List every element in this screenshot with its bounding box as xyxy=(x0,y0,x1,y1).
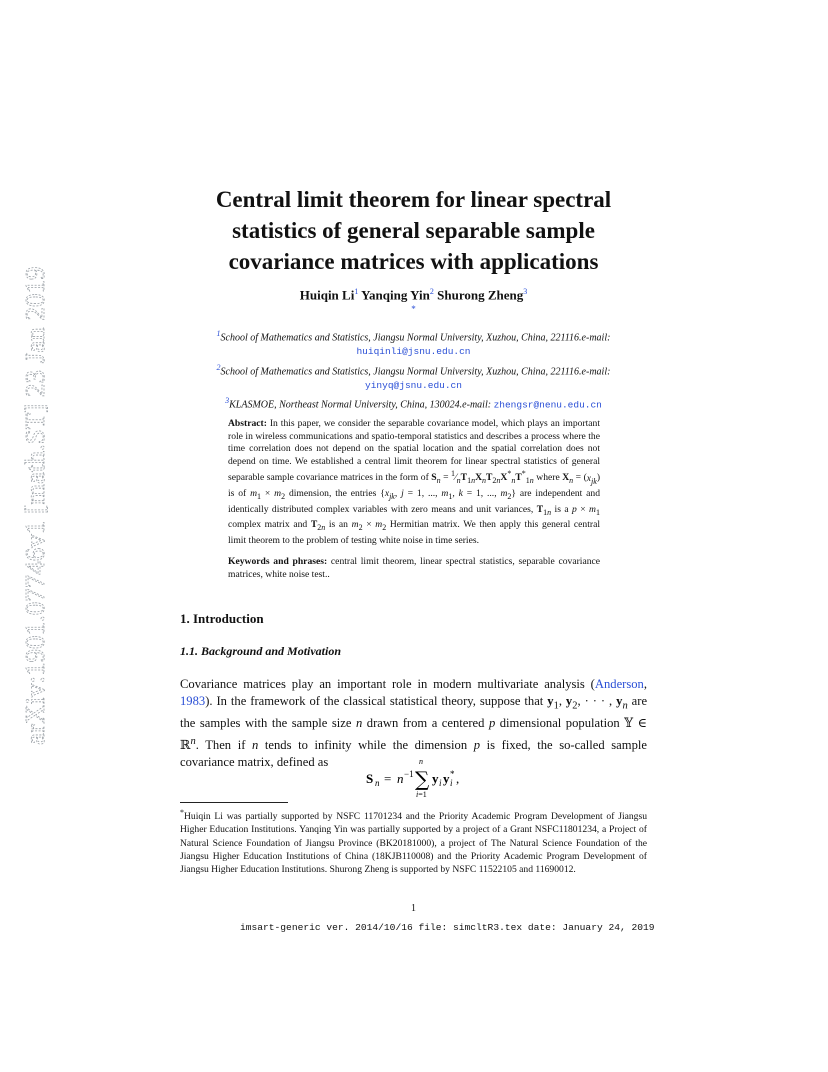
sample-covariance-equation xyxy=(366,757,476,805)
body-text: , xyxy=(643,677,647,691)
author-name: Shurong Zheng xyxy=(437,287,524,303)
affiliation-mark: 2 xyxy=(216,363,221,372)
email-link[interactable]: zhengsr@nenu.edu.cn xyxy=(493,399,602,411)
svg-text:i=1: i=1 xyxy=(416,790,427,799)
abstract-text: Hermitian matrix. We then apply this general central limit theorem to the problem of testing white noise in time series. xyxy=(228,519,600,546)
author-list xyxy=(180,287,647,303)
email-link[interactable]: yinyq@jsnu.edu.cn xyxy=(365,380,462,392)
abstract-text: complex matrix and xyxy=(228,519,308,531)
affiliation-mark: 1 xyxy=(216,329,221,338)
author-name: Yanqing Yin xyxy=(361,287,430,303)
svg-text:n: n xyxy=(375,778,380,788)
svg-text:S: S xyxy=(366,771,374,786)
affiliation-1 xyxy=(180,327,647,359)
svg-text:=: = xyxy=(384,771,392,786)
abstract-text: is a xyxy=(554,503,569,515)
svg-text:i: i xyxy=(450,778,453,788)
footnote-text: Huiqin Li was partially supported by NSFC 11701234 and the Priority Academic Program Development of Jiangsu Higher Education Institutions. Yanqing Yin was partially supported by a project of a Grant NSFC11801234, a Project of Natural Science Foundation of Jiangsu Province (BK20181000), a project of The Natural Science Foundation of the Jiangsu Higher Education Institutions of China (18KJB110008) and the Priority Academic Program Development of Jiangsu Higher Education Institutions. Shurong Zheng is supported by NSFC 11522105 and 11690012. xyxy=(180,811,647,875)
abstract: Abstract: In this paper, we consider the separable covariance model, which plays an important role in wireless communications and spatio-temporal statistics and describes a process where the time correlation does not depend on the spatial location and the spatial correlation does not depend on time. We established a central limit theorem for linear spectral statistics of general separable sample covariance matrices in the form of $S_n$ = $^1⁄_nT_{1n}X_nT_{2n}X^*_nT^*_{1n}$ where $X_n = (x_{jk})$ is of $m_1 \times m_2$ dimension, the entries {$x_{jk}$, j = 1, ..., $m_1$, k = 1, ..., $m_2$} are independent and identically distributed complex variables with zero means and unit variances, $T_{1n}$ is a $p \times m_1$ complex matrix and $T_{2n}$ is an $m_2 \times m_2$ Hermitian matrix. We then apply this general central limit theorem to the problem of testing white noise in time series. xyxy=(228,418,601,546)
intro-paragraph: Covariance matrices play an important role in modern multivariate analysis (Anderson, 1983). In the framework of the classical statistical theory, suppose that $y_1$, $y_2$, · · · , $y_n$ are the samples with the sample size n drawn from a centered p dimensional population 𝕐 ∈ ℝ$^n$. Then if n tends to infinity while the dimension p is fixed, the so-called sample covariance matrix, defined as xyxy=(180,677,648,770)
svg-text:,: , xyxy=(456,771,460,786)
running-footer: imsart-generic ver. 2014/10/16 file: simcltR3.tex date: January 24, 2019 xyxy=(240,922,655,933)
keywords-label: Keywords and phrases: xyxy=(228,556,328,567)
abstract-text: where xyxy=(536,472,560,484)
body-text: dimensional population xyxy=(499,716,620,731)
abstract-text: is an xyxy=(328,519,348,531)
svg-text:*: * xyxy=(450,769,455,779)
body-text: . Then if xyxy=(195,737,246,752)
svg-text:n: n xyxy=(397,771,404,786)
svg-text:y: y xyxy=(443,771,450,786)
svg-text:−1: −1 xyxy=(404,769,414,779)
paper-title xyxy=(180,184,647,277)
affiliation-text: KLASMOE, Northeast Normal University, China, 130024.e-mail: xyxy=(229,399,492,411)
title-line: Central limit theorem for linear spectral xyxy=(215,187,612,212)
affiliation-text: School of Mathematics and Statistics, Jiangsu Normal University, Xuzhou, China, 221116.e-mail: xyxy=(220,366,611,378)
affiliation-text: School of Mathematics and Statistics, Jiangsu Normal University, Xuzhou, China, 221116.e-mail: xyxy=(220,332,611,344)
body-text: tends to infinity while the dimension xyxy=(264,737,468,752)
page-number: 1 xyxy=(411,903,416,914)
footnote: *Huiqin Li was partially supported by NSFC 11701234 and the Priority Academic Program Development of Jiangsu Higher Education Institutions. Yanqing Yin was partially supported by a project of a Grant NSFC11801234, a Project of Natural Science Foundation of Jiangsu Province (BK20181000), a project of The Natural Science Foundation of the Jiangsu Higher Education Institutions of China (18KJB110008) and the Priority Academic Program Development of Jiangsu Higher Education Institutions. Shurong Zheng is supported by NSFC 11522105 and 11690012. xyxy=(180,808,647,875)
email-link[interactable]: huiqinli@jsnu.edu.cn xyxy=(356,346,471,358)
svg-text:∑: ∑ xyxy=(415,767,430,791)
title-line: statistics of general separable sample xyxy=(232,218,595,243)
body-text: is fixed, the so-called sample covariance matrix, defined as xyxy=(180,737,647,770)
body-text: ). In the framework of the classical statistical theory, suppose that xyxy=(205,694,544,709)
body-text: are the samples with the sample size xyxy=(180,694,648,731)
author-mark[interactable]: 1 xyxy=(354,287,359,296)
watermark-text: arXiv:1901.07746v1 [math.ST] 23 Jan 2019 xyxy=(20,266,50,745)
keywords xyxy=(228,556,600,581)
affiliation-2 xyxy=(180,361,647,393)
affiliation-mark: 3 xyxy=(225,396,230,405)
abstract-text: are independent and identically distributed complex variables with zero means and unit variances, xyxy=(228,488,601,515)
abstract-label: Abstract: xyxy=(228,418,267,429)
svg-text:y: y xyxy=(432,771,439,786)
abstract-text: is of xyxy=(228,488,247,500)
affiliation-3 xyxy=(180,394,647,412)
arxiv-watermark xyxy=(0,240,70,750)
svg-text:i: i xyxy=(439,778,442,788)
citation-year-link[interactable]: 1983 xyxy=(180,694,206,709)
footnote-divider xyxy=(180,802,288,803)
footnote-star-link[interactable]: * xyxy=(411,304,416,314)
body-text: drawn from a centered xyxy=(366,716,485,731)
abstract-text: dimension, the entries xyxy=(288,488,377,500)
author-mark[interactable]: 2 xyxy=(429,287,434,296)
svg-text:n: n xyxy=(419,757,423,766)
keywords-text: central limit theorem, linear spectral statistics, separable covariance matrices, white noise test.. xyxy=(228,556,601,580)
author-mark[interactable]: 3 xyxy=(523,287,528,296)
title-line: covariance matrices with applications xyxy=(228,249,599,274)
subsection-heading: 1.1. Background and Motivation xyxy=(180,644,342,658)
section-heading: 1. Introduction xyxy=(180,611,264,626)
author-name: Huiqin Li xyxy=(299,287,355,303)
citation-link[interactable]: Anderson xyxy=(594,677,644,691)
body-text: Covariance matrices play an important role in modern multivariate analysis ( xyxy=(180,677,595,691)
abstract-text: In this paper, we consider the separable covariance model, which plays an important role in wireless communications and spatio-temporal statistics and describes a process where the time correlation does not depend on the spatial location and the spatial correlation does not depend on time. We established a central limit theorem for linear spectral statistics of general separable sample covariance matrices in the form of xyxy=(228,418,600,484)
